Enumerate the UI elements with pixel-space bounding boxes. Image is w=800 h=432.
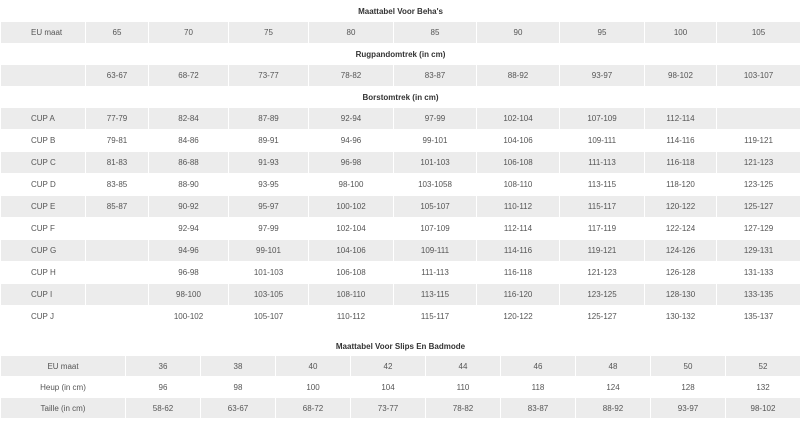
table-cell: 78-82	[426, 398, 501, 419]
bra-table-title-row	[1, 1, 800, 22]
table-cell: 97-99	[229, 218, 309, 240]
table-cell: 110	[426, 377, 501, 398]
table-cell: 88-92	[477, 65, 560, 87]
table-cell: 90-92	[149, 196, 229, 218]
table-cell: 44	[426, 356, 501, 377]
table-cell: 108-110	[309, 284, 394, 306]
bust-title-row	[1, 87, 800, 108]
row-label: Taille (in cm)	[1, 398, 126, 419]
table-cell: 88-90	[149, 174, 229, 196]
table-cell: 95-97	[229, 196, 309, 218]
cup-row	[1, 108, 800, 130]
table-cell: 118	[501, 377, 576, 398]
table-cell: 135-137	[717, 306, 800, 328]
table-cell: 106-108	[309, 262, 394, 284]
row-label: CUP D	[1, 174, 86, 196]
table-cell: 96-98	[149, 262, 229, 284]
table-cell: 120-122	[477, 306, 560, 328]
table-cell: 89-91	[229, 130, 309, 152]
table-cell: 78-82	[309, 65, 394, 87]
table-cell: 105-107	[394, 196, 477, 218]
table-cell: 83-85	[86, 174, 149, 196]
table-cell: 58-62	[126, 398, 201, 419]
briefs-row	[1, 398, 800, 419]
table-cell: 48	[576, 356, 651, 377]
table-cell: 110-112	[477, 196, 560, 218]
table-cell: 98-100	[309, 174, 394, 196]
table-cell: 108-110	[477, 174, 560, 196]
table-cell	[86, 262, 149, 284]
table-cell: 52	[726, 356, 800, 377]
table-cell: 126-128	[645, 262, 717, 284]
table-cell: 110-112	[309, 306, 394, 328]
cup-row	[1, 152, 800, 174]
table-cell: 121-123	[560, 262, 645, 284]
row-label: CUP A	[1, 108, 86, 130]
table-cell: 119-121	[560, 240, 645, 262]
row-label: CUP B	[1, 130, 86, 152]
table-cell: 107-109	[560, 108, 645, 130]
row-label: EU maat	[1, 22, 86, 44]
table-cell	[86, 284, 149, 306]
table-cell: 102-104	[477, 108, 560, 130]
table-cell: 100-102	[309, 196, 394, 218]
table-cell: 119-121	[717, 130, 800, 152]
eu-size-row	[1, 22, 800, 44]
briefs-row	[1, 356, 800, 377]
table-cell: 129-131	[717, 240, 800, 262]
table-cell: 68-72	[149, 65, 229, 87]
table-cell: 92-94	[309, 108, 394, 130]
table-cell: 70	[149, 22, 229, 44]
table-cell: 125-127	[560, 306, 645, 328]
table-cell: 114-116	[477, 240, 560, 262]
table-cell: 130-132	[645, 306, 717, 328]
table-cell: 103-105	[229, 284, 309, 306]
table-cell: 63-67	[86, 65, 149, 87]
table-cell: 80	[309, 22, 394, 44]
table-cell: 113-115	[560, 174, 645, 196]
table-cell: 113-115	[394, 284, 477, 306]
table-cell: 104-106	[477, 130, 560, 152]
table-cell	[717, 108, 800, 130]
table-cell: 123-125	[717, 174, 800, 196]
table-cell: 106-108	[477, 152, 560, 174]
table-cell: 112-114	[645, 108, 717, 130]
table-cell: 125-127	[717, 196, 800, 218]
briefs-size-table	[0, 337, 800, 419]
table-cell: 118-120	[645, 174, 717, 196]
table-cell: 101-103	[229, 262, 309, 284]
row-label: CUP I	[1, 284, 86, 306]
table-cell: 103-1058	[394, 174, 477, 196]
table-cell: 99-101	[394, 130, 477, 152]
table-cell: 102-104	[309, 218, 394, 240]
bra-table-title: Maattabel Voor Beha's	[1, 1, 800, 22]
table-cell: 104-106	[309, 240, 394, 262]
table-cell: 104	[351, 377, 426, 398]
table-cell: 40	[276, 356, 351, 377]
table-cell: 65	[86, 22, 149, 44]
table-cell: 100-102	[149, 306, 229, 328]
table-cell: 109-111	[394, 240, 477, 262]
table-cell: 68-72	[276, 398, 351, 419]
table-cell: 111-113	[560, 152, 645, 174]
table-cell: 98-102	[645, 65, 717, 87]
table-cell: 115-117	[394, 306, 477, 328]
table-cell: 121-123	[717, 152, 800, 174]
table-cell: 124-126	[645, 240, 717, 262]
table-cell: 77-79	[86, 108, 149, 130]
table-cell: 101-103	[394, 152, 477, 174]
table-cell: 94-96	[149, 240, 229, 262]
cup-row	[1, 218, 800, 240]
table-cell: 93-95	[229, 174, 309, 196]
table-cell: 109-111	[560, 130, 645, 152]
table-cell: 75	[229, 22, 309, 44]
table-cell: 79-81	[86, 130, 149, 152]
table-cell: 100	[276, 377, 351, 398]
table-cell: 85	[394, 22, 477, 44]
underbust-row	[1, 65, 800, 87]
table-cell: 105-107	[229, 306, 309, 328]
briefs-row	[1, 377, 800, 398]
table-cell: 94-96	[309, 130, 394, 152]
underbust-title-row	[1, 44, 800, 65]
table-cell: 105	[717, 22, 800, 44]
table-cell: 73-77	[229, 65, 309, 87]
cup-row	[1, 130, 800, 152]
table-cell: 128-130	[645, 284, 717, 306]
row-label: CUP E	[1, 196, 86, 218]
table-cell: 46	[501, 356, 576, 377]
cup-row	[1, 240, 800, 262]
table-cell: 123-125	[560, 284, 645, 306]
table-cell	[86, 240, 149, 262]
table-cell: 107-109	[394, 218, 477, 240]
table-cell: 36	[126, 356, 201, 377]
table-cell: 91-93	[229, 152, 309, 174]
table-cell: 63-67	[201, 398, 276, 419]
bust-title: Borstomtrek (in cm)	[1, 87, 800, 108]
table-cell: 98-100	[149, 284, 229, 306]
table-cell: 90	[477, 22, 560, 44]
row-label: CUP C	[1, 152, 86, 174]
table-cell: 95	[560, 22, 645, 44]
table-cell: 93-97	[651, 398, 726, 419]
table-cell: 88-92	[576, 398, 651, 419]
table-cell: 100	[645, 22, 717, 44]
cup-row	[1, 284, 800, 306]
cup-row	[1, 262, 800, 284]
table-cell: 83-87	[501, 398, 576, 419]
row-label: EU maat	[1, 356, 126, 377]
table-cell: 122-124	[645, 218, 717, 240]
row-label: CUP G	[1, 240, 86, 262]
row-label: Heup (in cm)	[1, 377, 126, 398]
table-cell: 115-117	[560, 196, 645, 218]
cup-row	[1, 306, 800, 328]
row-label	[1, 65, 86, 87]
table-cell: 81-83	[86, 152, 149, 174]
row-label: CUP J	[1, 306, 86, 328]
table-cell: 42	[351, 356, 426, 377]
table-cell: 73-77	[351, 398, 426, 419]
table-cell: 98-102	[726, 398, 800, 419]
table-cell: 85-87	[86, 196, 149, 218]
briefs-table-title: Maattabel Voor Slips En Badmode	[1, 338, 800, 356]
table-cell: 116-118	[477, 262, 560, 284]
table-cell: 131-133	[717, 262, 800, 284]
table-cell: 86-88	[149, 152, 229, 174]
table-cell: 111-113	[394, 262, 477, 284]
table-cell: 116-120	[477, 284, 560, 306]
table-cell: 124	[576, 377, 651, 398]
table-cell: 133-135	[717, 284, 800, 306]
cup-row	[1, 174, 800, 196]
table-cell: 82-84	[149, 108, 229, 130]
table-cell: 96	[126, 377, 201, 398]
table-cell: 50	[651, 356, 726, 377]
table-cell: 93-97	[560, 65, 645, 87]
table-cell: 97-99	[394, 108, 477, 130]
table-cell: 84-86	[149, 130, 229, 152]
cup-row	[1, 196, 800, 218]
table-cell: 132	[726, 377, 800, 398]
table-cell	[86, 218, 149, 240]
table-cell: 99-101	[229, 240, 309, 262]
table-cell: 128	[651, 377, 726, 398]
table-cell: 103-107	[717, 65, 800, 87]
table-cell: 98	[201, 377, 276, 398]
table-cell: 120-122	[645, 196, 717, 218]
table-cell: 117-119	[560, 218, 645, 240]
table-cell	[86, 306, 149, 328]
table-cell: 96-98	[309, 152, 394, 174]
row-label: CUP H	[1, 262, 86, 284]
table-cell: 38	[201, 356, 276, 377]
row-label: CUP F	[1, 218, 86, 240]
briefs-table-title-row	[1, 338, 800, 356]
table-cell: 127-129	[717, 218, 800, 240]
table-cell: 83-87	[394, 65, 477, 87]
underbust-title: Rugpandomtrek (in cm)	[1, 44, 800, 65]
table-cell: 112-114	[477, 218, 560, 240]
table-cell: 114-116	[645, 130, 717, 152]
table-cell: 92-94	[149, 218, 229, 240]
table-cell: 116-118	[645, 152, 717, 174]
table-cell: 87-89	[229, 108, 309, 130]
